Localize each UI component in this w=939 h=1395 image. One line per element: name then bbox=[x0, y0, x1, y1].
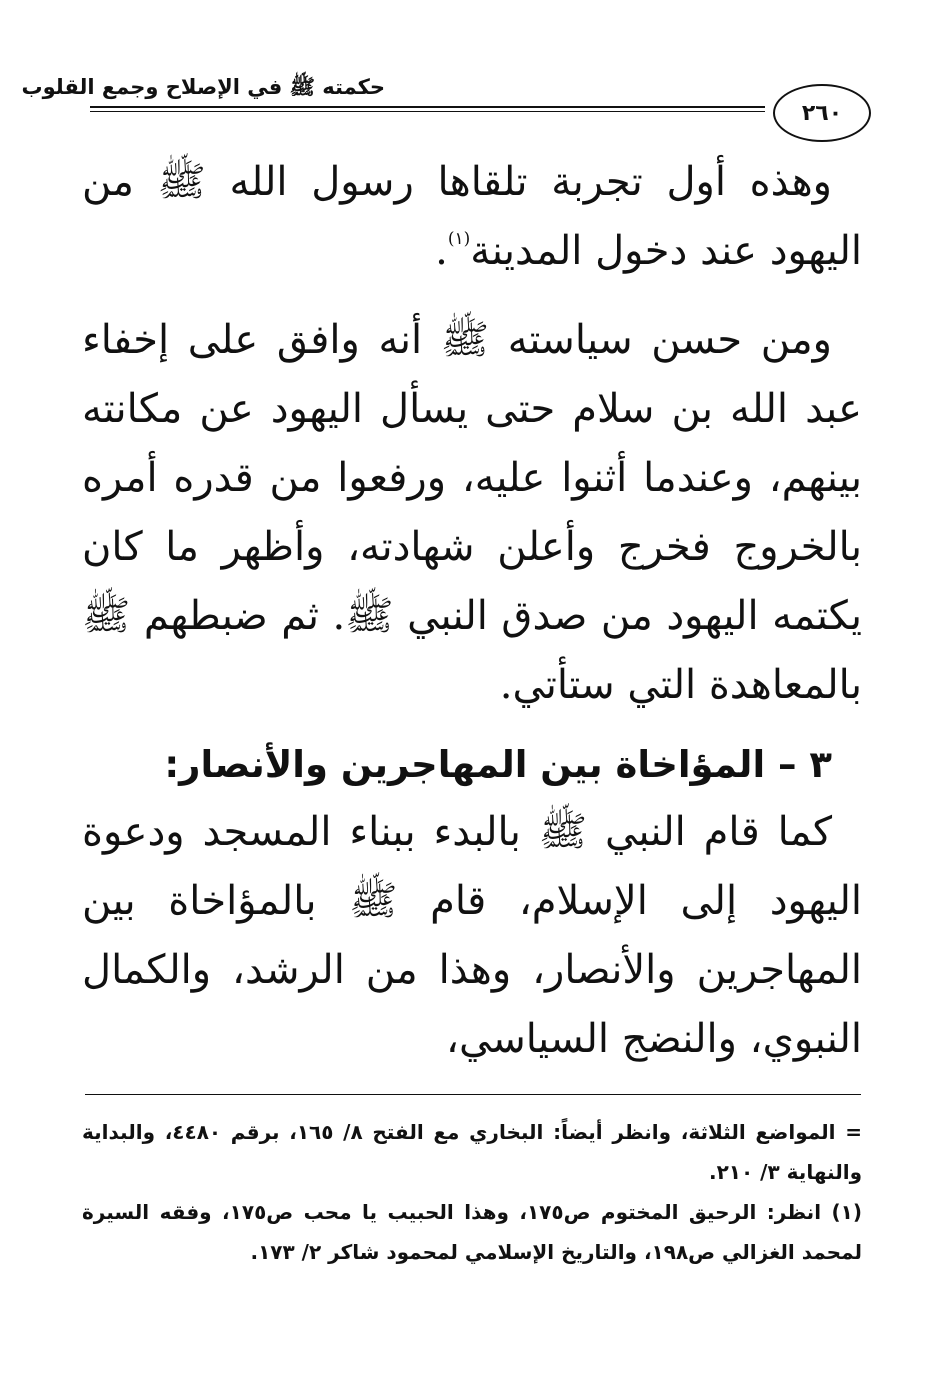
running-title: حكمته ﷺ في الإصلاح وجمع القلوب bbox=[21, 75, 385, 99]
section-heading: ٣ – المؤاخاة بين المهاجرين والأنصار: bbox=[164, 743, 832, 786]
footnotes bbox=[82, 1112, 862, 1272]
footnote-continuation: = المواضع الثلاثة، وانظر أيضاً: البخاري مع الفتح ٨/ ١٦٥، برقم ٤٤٨٠، والبداية والنهاية ٣/ ٢١٠. bbox=[82, 1120, 862, 1184]
footnote-1: (١) انظر: الرحيق المختوم ص١٧٥، وهذا الحبيب يا محب ص١٧٥، وفقه السيرة لمحمد الغزالي ص١٩٨، والتاريخ الإسلامي لمحمود شاكر ٢/ ١٧٣. bbox=[82, 1200, 862, 1264]
main-text bbox=[82, 148, 862, 1074]
page-number: ٢٦٠ bbox=[801, 100, 843, 126]
paragraph-1-text: وهذه أول تجربة تلقاها رسول الله ﷺ من اليهود عند دخول المدينة bbox=[82, 159, 862, 274]
paragraph-3: كما قام النبي ﷺ بالبدء ببناء المسجد ودعوة اليهود إلى الإسلام، قام ﷺ بالمؤاخاة بين المهاجرين والأنصار، وهذا من الرشد، والكمال النبوي، والنضج السياسي، bbox=[82, 809, 862, 1062]
page-header bbox=[21, 60, 860, 130]
footnote-separator bbox=[85, 1094, 861, 1095]
header-rule bbox=[90, 106, 765, 108]
footnote-marker: (١) bbox=[447, 229, 471, 249]
page-number-badge bbox=[773, 84, 871, 142]
paragraph-1-end: . bbox=[435, 228, 448, 274]
header-rule-thin bbox=[90, 111, 765, 112]
paragraph-1 bbox=[82, 148, 862, 286]
paragraph-2: ومن حسن سياسته ﷺ أنه وافق على إخفاء عبد الله بن سلام حتى يسأل اليهود عن مكانته بينهم، وعندما أثنوا عليه، ورفعوا من قدره أمره بالخروج فخرج وأعلن شهادته، وأظهر ما كان يكتمه اليهود من صدق النبي ﷺ. ثم ضبطهم ﷺ بالمعاهدة التي ستأتي. bbox=[82, 317, 862, 708]
